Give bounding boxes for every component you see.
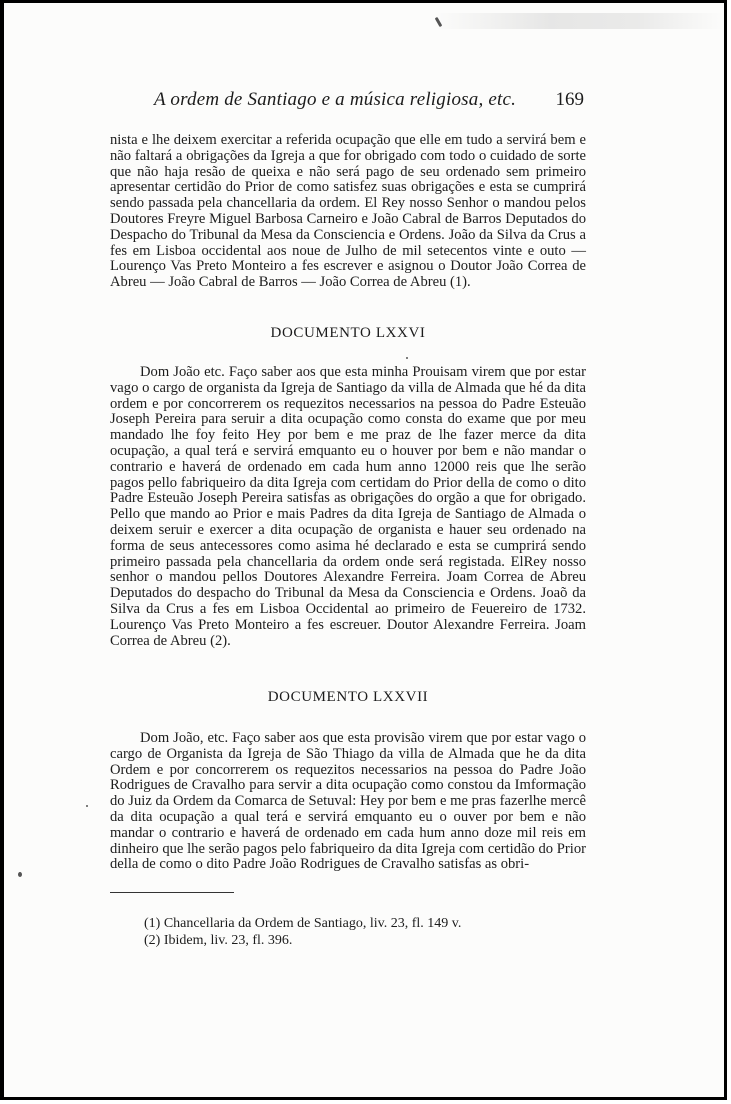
footnotes <box>144 915 584 949</box>
scan-speck <box>406 357 408 359</box>
paragraph-text: Dom João etc. Faço saber aos que esta minha Prouisam virem que por estar vago o cargo de organista da Igreja de Santiago da villa de Almada que hé da dita ordem e por concorrerem os requezitos necessarios na pessoa do Padre Esteuão Joseph Pereira para seruir a dita ocupação como consta do exame que por meu mandado lhe foy feito Hey por bem e me praz de lhe fazer merce da dita ocupação, a qual terá e servirá emquanto eu o houver por bem e não mandar o contrario e haverá de ordenado em cada hum anno 12000 reis que lhe serão pagos pello fabriqueiro da dita Igreja com certidam do Prior della de como o dito Padre Esteuão Joseph Pereira satisfas as obrigações do orgão a que for obrigado. Pello que mando ao Prior e mais Padres da dita Igreja de Santiago de Almada o deixem seruir e exercer a dita ocupação de organista e hauer seu ordenado na forma de seus antecessores como asima hé declarado e esta se cumprirá sendo primeiro passada pela chancellaria da ordem onde será registada. ElRey nosso senhor o mandou pellos Doutores Alexandre Ferreira. Joam Correa de Abreu Deputados do despacho do Tribunal da Mesa da Consciencia e Ordens. Joaõ da Silva da Crus a fes em Lisboa Occidental ao primeiro de Feuereiro de 1732. Lourenço Vas Preto Monteiro a fes escreuer. Doutor Alexandre Ferreira. Joam Correa de Abreu (2). <box>110 364 586 649</box>
page-header <box>154 89 584 121</box>
document-77-body <box>110 731 586 873</box>
footnote-1: (1) Chancellaria da Ordem de Santiago, liv. 23, fl. 149 v. <box>144 916 462 931</box>
document-76-body <box>110 365 586 649</box>
document-77-heading: DOCUMENTO LXXVII <box>267 689 429 705</box>
document-76-heading: DOCUMENTO LXXVI <box>270 325 426 341</box>
paragraph-text: Dom João, etc. Faço saber aos que esta provisão virem que por estar vago o cargo de Organista da Igreja de São Thiago da villa de Almada que he da dita Ordem e por concorrerem os requezitos necessarios na pessoa do Padre João Rodrigues de Cravalho para servir a dita ocupação como constou da Imformação do Juiz da Ordem da Comarca de Setuval: Hey por bem e me pras fazerlhe mercê da dita ocupação a qual terá e servirá emquanto eu o ouver por bem e não mandar o contrario e haverá de ordenado em cada hum anno doze mil reis em dinheiro que lhe serão pagos pelo fabriqueiro da dita Igreja com certidão do Prior della de como o dito Padre João Rodrigues de Cravalho satisfas as obri- <box>110 730 586 873</box>
scan-speck <box>18 872 22 877</box>
running-head: A ordem de Santiago e a música religiosa, etc. <box>154 89 517 110</box>
page-number: 169 <box>555 89 584 110</box>
scan-speck <box>86 805 88 807</box>
footnote-2: (2) Ibidem, liv. 23, fl. 396. <box>144 933 293 948</box>
paragraph-text: nista e lhe deixem exercitar a referida ocupação que elle em tudo a servirá bem e não faltará a obrigações da Igreja a que for obrigado com todo o cuidado de sorte que não haja resão de queixa e não será pago de seu ordenado sem primeiro apresentar certidão do Prior de como satisfez suas obrigações e esta se cumprirá sendo passada pela chancellaria da ordem. El Rey nosso Senhor o mandou pelos Doutores Freyre Miguel Barbosa Carneiro e João Cabral de Barros Deputados do Despacho do Tribunal da Mesa da Consciencia e Ordens. João da Silva da Crus a fes em Lisboa occidental aos noue de Julho de mil setecentos vinte e outo — Lourenço Vas Preto Monteiro a fes escrever e asignou o Doutor João Correa de Abreu — João Cabral de Barros — João Correa de Abreu (1). <box>110 132 586 291</box>
footnote-divider <box>110 892 234 893</box>
scan-smudge <box>434 13 724 29</box>
paragraph-continuation <box>110 133 586 291</box>
